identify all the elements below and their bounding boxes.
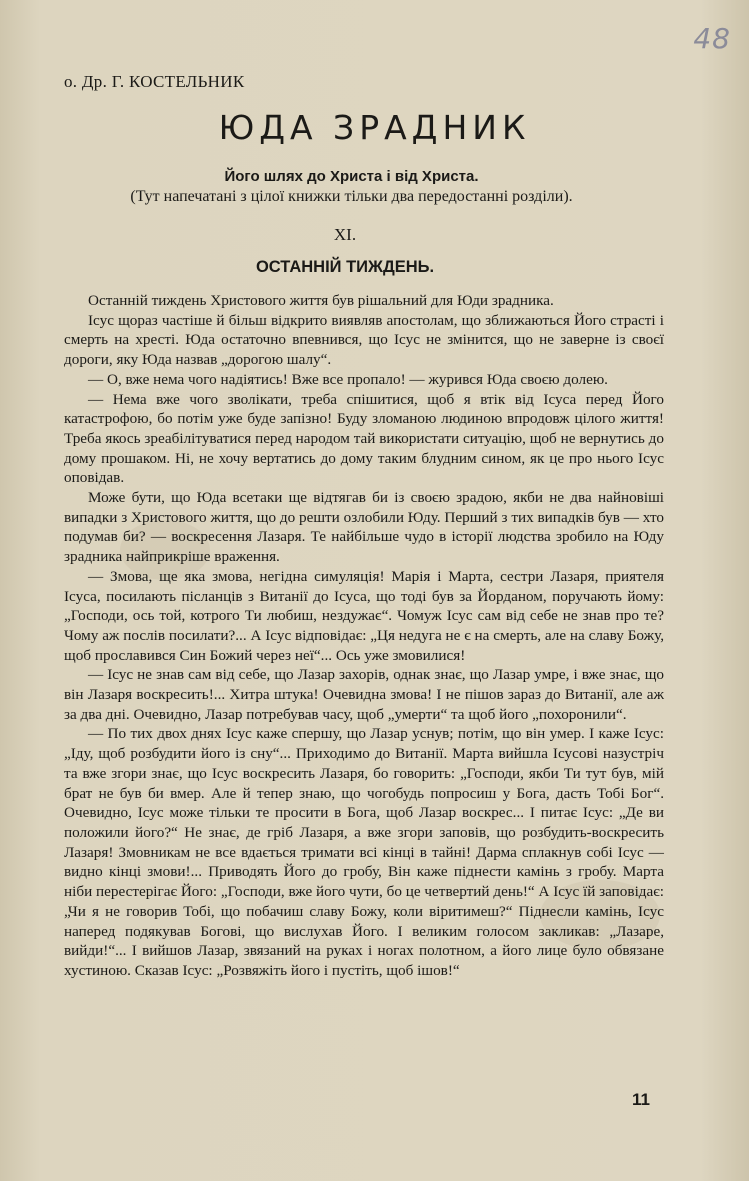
handwritten-page-number: 48 xyxy=(693,22,731,55)
subtitle-note: (Тут напечатані з цілої книжки тільки два передостанні розділи). xyxy=(130,188,573,205)
paragraph: Ісус щораз частіше й більш відкрито виявляв апостолам, що зближаються Його страсті і смерть на хресті. Юда остаточно впевнився, що Ісус не змінится, що не заверне із своєї дороги, яку Юда назвав „дорогою шалу“. xyxy=(64,311,664,369)
page-number: 11 xyxy=(632,1090,650,1109)
author-line: о. Др. Г. КОСТЕЛЬНИК xyxy=(64,72,245,91)
subtitle: Його шлях до Христа і від Христа. xyxy=(224,168,479,185)
chapter-title: ОСТАННІЙ ТИЖДЕНЬ. xyxy=(255,258,435,276)
paragraph: — Змова, ще яка змова, негідна симуляція! Марія і Марта, сестри Лазаря, приятеля Ісуса, посилають післанців з Витанії до Ісуса, що тоді був за Йорданом, поручають йому: „Господи, ось той, котрого Ти любиш, нездужає“. Чомуж Ісус сам від себе не знав про те? Чому аж послів посилати?... А Ісус відповідає: „Ця недуга не є на смерть, але на славу Божу, щоб прославився Син Божий через неї“... Ось уже змовилися! xyxy=(64,567,664,664)
chapter-number: XI. xyxy=(333,225,357,244)
paragraph: Останній тиждень Христового життя був рішальний для Юди зрадника. xyxy=(88,292,554,309)
paragraph: — О, вже нема чого надіятись! Вже все пропало! — журився Юда своєю долею. xyxy=(88,370,608,388)
paragraph: — По тих двох днях Ісус каже спершу, що Лазар уснув; потім, що він умер. І каже Ісус: „Іду, щоб розбудити його із сну“... Приходимо до Витанії. Марта вийшла Ісусові назустріч та вже згори знає, що Ісус воскресить Лазаря, бо говорить: „Господи, якби Ти тут був, мій брат не був би вмер. Але й тепер знаю, що чогобудь попросиш у Бога, дасть Тобі Бог“. Очевидно, Ісус може тільки те просити в Бога, щоб Лазар воскрес... І питає Ісус: „Де ви положили його?“ Не знає, де гріб Лазаря, а вже згори заповів, що розбудить-воскресить Лазаря! Змовникам не все вдається тримати всі кінці в тайні! Дарма сплакнув собі Ісус — видно кінці змови!... Приводять Його до гробу, Він каже піднести камінь з гробу. Марта ніби перестерігає Його: „Господи, вже його чути, бо це четвертий день!“ А Ісус їй заповідає: „Чи я не говорив Тобі, що побачиш славу Божу, коли віритимеш?“ Піднесли камінь, Ісус наперед подякував Богові, що вислухав Його. І великим голосом закликав: „Лазаре, вийди!“... І вийшов Лазар, звязаний на руках і ногах полотном, а його лице було обвязане хустиною. Сказав Ісус: „Розвяжіть його і пустіть, щоб ішов!“ xyxy=(64,725,664,979)
paragraph: Може бути, що Юда всетаки ще відтягав би із своєю зрадою, якби не два найновіші випадки з Христового життя, що до решти озлобили Юду. Перший з тих випадків був — хто подумав би? — воскресення Лазаря. Те найбільше чудо в історії людства зробило на Юду зрадника найприкріше враження. xyxy=(64,489,664,566)
article-body xyxy=(64,291,664,981)
page-title: ЮДА ЗРАДНИК xyxy=(218,108,531,147)
paragraph: — Ісус не знав сам від себе, що Лазар захорів, однак знає, що Лазар умре, і вже знає, що він Лазаря воскресить!... Хитра штука! Очевидна змова! І не пішов зараз до Витанії, але аж за два дні. Очевидно, Лазар потребував часу, щоб „умерти“ та щоб його „похоронили“. xyxy=(64,666,664,723)
paragraph: — Нема вже чого зволікати, треба спішитися, щоб я втік від Ісуса перед Його катастрофою, бо потім уже буде запізно! Буду зломаною людиною впродовж цілого життя! Треба якось зреабілітуватися перед народом тай використати ситуацію, щоб не вернутись до дому прошаком. Ні, не хочу вертатись до дому таким блудним сином, як це про нього Ісус оповідав. xyxy=(64,390,664,487)
